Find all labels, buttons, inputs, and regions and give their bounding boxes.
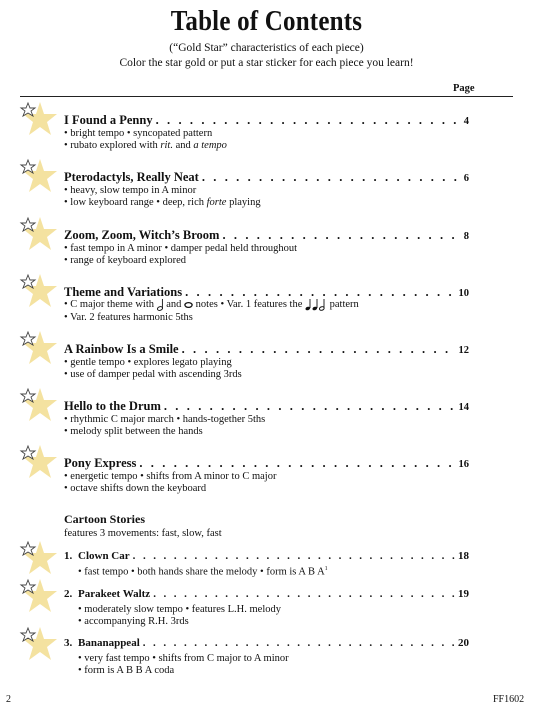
entry-bullet: • use of damper pedal with ascending 3rds (64, 369, 242, 380)
entry-page-number: 16 (458, 459, 469, 470)
entry-bullet: • heavy, slow tempo in A minor (64, 185, 197, 196)
section-heading-cartoon-stories: Cartoon Stories (64, 512, 145, 526)
movement-bullet: • form is A B B A coda (78, 665, 175, 676)
movement-page-number: 19 (458, 588, 469, 600)
movement-bullet: • moderately slow tempo • features L.H. melody (78, 604, 282, 615)
toc-entry-title[interactable] (64, 170, 469, 185)
star-icon (18, 329, 58, 369)
dot-leader (133, 550, 455, 562)
dot-leader (139, 456, 455, 471)
star-icon (18, 157, 58, 197)
star-icon (18, 100, 58, 140)
entry-bullet: • melody split between the hands (64, 426, 203, 437)
toc-entry-title[interactable] (64, 228, 469, 243)
dot-leader (153, 588, 455, 600)
footer-page-number: 2 (6, 694, 11, 705)
dot-leader (143, 637, 455, 649)
entry-bullet: • range of keyboard explored (64, 255, 187, 266)
entry-title-text: Theme and Variations (64, 285, 183, 299)
entry-page-number: 4 (463, 116, 469, 127)
entry-page-number: 8 (463, 231, 469, 242)
whole-note-icon (184, 301, 193, 309)
dot-leader (182, 342, 456, 357)
entry-title-text: A Rainbow Is a Smile (64, 342, 179, 356)
dot-leader (156, 113, 461, 128)
entry-title-text: Pterodactyls, Really Neat (64, 170, 199, 184)
movement-bullet: • accompanying R.H. 3rds (78, 616, 189, 627)
quarter-quarter-half-pattern-icon (305, 298, 327, 311)
movement-bullet: • very fast tempo • shifts from C major to A minor (78, 653, 289, 664)
movement-number: 1. (64, 550, 73, 562)
toc-movement-title[interactable] (64, 588, 469, 600)
movement-page-number: 20 (458, 637, 469, 649)
entry-page-number: 10 (458, 288, 469, 299)
movement-title-text: Bananappeal (78, 637, 140, 649)
movement-title-text: Clown Car (78, 550, 130, 562)
star-icon (18, 386, 58, 426)
movement-page-number: 18 (458, 550, 469, 562)
movement-number: 3. (64, 637, 73, 649)
movement-title-text: Parakeet Waltz (78, 588, 151, 600)
page-column-label: Page (453, 83, 475, 94)
star-icon (18, 215, 58, 255)
toc-entry-title[interactable] (64, 456, 469, 471)
entry-page-number: 12 (458, 345, 469, 356)
entry-title-text: Hello to the Drum (64, 399, 161, 413)
dot-leader (164, 399, 456, 414)
entry-bullet: • fast tempo in A minor • damper pedal held throughout (64, 243, 298, 254)
entry-bullet: • Var. 2 features harmonic 5ths (64, 312, 193, 323)
star-icon (18, 443, 58, 483)
entry-title-text: I Found a Penny (64, 113, 153, 127)
dot-leader (202, 170, 461, 185)
toc-movement-title[interactable] (64, 637, 469, 649)
entry-bullet: • energetic tempo • shifts from A minor to C major (64, 471, 277, 482)
entry-page-number: 14 (458, 402, 469, 413)
toc-entry-title[interactable] (64, 342, 469, 357)
toc-entry-title[interactable] (64, 113, 469, 128)
movement-number: 2. (64, 588, 73, 600)
section-note: features 3 movements: fast, slow, fast (64, 528, 222, 539)
header-divider (20, 96, 513, 97)
star-icon (18, 272, 58, 312)
star-icon (18, 577, 58, 617)
entry-bullet: • rhythmic C major march • hands-together 5ths (64, 414, 266, 425)
entry-bullet: • rubato explored with rit. and a tempo (64, 140, 227, 151)
star-icon (18, 625, 58, 665)
entry-title-text: Pony Express (64, 456, 137, 470)
entry-bullet: • low keyboard range • deep, rich forte playing (64, 197, 261, 208)
star-icon (18, 539, 58, 579)
footer-code: FF1602 (493, 694, 525, 705)
entry-title-text: Zoom, Zoom, Witch’s Broom (64, 228, 220, 242)
toc-movement-title[interactable] (64, 550, 469, 562)
entry-bullet: • C major theme with and notes • Var. 1 features the pattern (64, 298, 359, 310)
subtitle-line-2: Color the star gold or put a star sticker for each piece you learn! (119, 57, 414, 69)
entry-page-number: 6 (463, 173, 469, 184)
movement-bullet: • fast tempo • both hands share the melody • form is A B $A^1$ (78, 566, 328, 578)
half-note-icon (157, 298, 164, 311)
entry-bullet: • bright tempo • syncopated pattern (64, 128, 213, 139)
page-title: Table of Contents (170, 6, 363, 37)
entry-bullet: • octave shifts down the keyboard (64, 483, 207, 494)
subtitle-line-1: (“Gold Star” characteristics of each piece) (169, 42, 364, 54)
dot-leader (222, 228, 460, 243)
entry-bullet: • gentle tempo • explores legato playing (64, 357, 232, 368)
toc-entry-title[interactable] (64, 399, 469, 414)
